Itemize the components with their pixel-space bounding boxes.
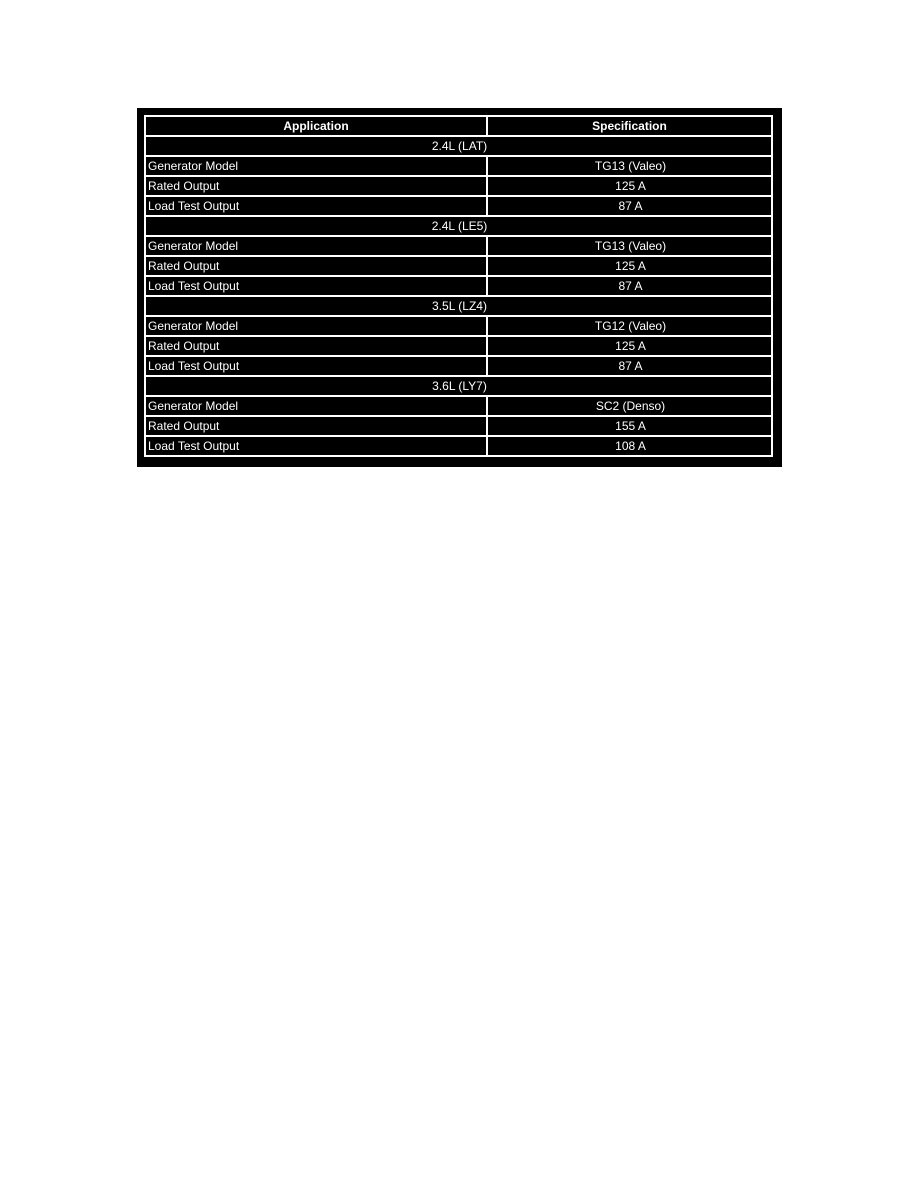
section-row [144, 217, 773, 237]
row-label: Load Test Output [144, 357, 488, 377]
row-label: Rated Output [144, 337, 488, 357]
table-header-row [144, 115, 773, 137]
generator-spec-table [144, 115, 773, 457]
section-engine: 3.5L (LZ4) [144, 297, 773, 317]
row-value: TG13 (Valeo) [488, 237, 773, 257]
table-row [144, 237, 773, 257]
row-value: 87 A [488, 197, 773, 217]
row-label: Generator Model [144, 237, 488, 257]
table-row [144, 177, 773, 197]
row-value: TG13 (Valeo) [488, 157, 773, 177]
row-value: 87 A [488, 357, 773, 377]
table-row [144, 397, 773, 417]
row-label: Generator Model [144, 317, 488, 337]
row-label: Load Test Output [144, 197, 488, 217]
section-row [144, 297, 773, 317]
header-application: Application [144, 115, 488, 137]
table-row [144, 317, 773, 337]
table-row [144, 257, 773, 277]
row-label: Rated Output [144, 257, 488, 277]
table-row [144, 337, 773, 357]
section-row [144, 137, 773, 157]
row-label: Rated Output [144, 177, 488, 197]
section-engine: 2.4L (LE5) [144, 217, 773, 237]
section-engine: 2.4L (LAT) [144, 137, 773, 157]
table-row [144, 437, 773, 457]
row-value: 87 A [488, 277, 773, 297]
section-engine: 3.6L (LY7) [144, 377, 773, 397]
row-value: 108 A [488, 437, 773, 457]
row-value: 155 A [488, 417, 773, 437]
row-label: Rated Output [144, 417, 488, 437]
row-value: 125 A [488, 177, 773, 197]
section-row [144, 377, 773, 397]
table-row [144, 357, 773, 377]
row-value: 125 A [488, 337, 773, 357]
row-label: Generator Model [144, 397, 488, 417]
row-value: 125 A [488, 257, 773, 277]
row-value: SC2 (Denso) [488, 397, 773, 417]
table-row [144, 197, 773, 217]
row-label: Generator Model [144, 157, 488, 177]
row-label: Load Test Output [144, 437, 488, 457]
table-row [144, 157, 773, 177]
table-row [144, 277, 773, 297]
row-value: TG12 (Valeo) [488, 317, 773, 337]
table-row [144, 417, 773, 437]
generator-spec-panel [137, 108, 782, 467]
row-label: Load Test Output [144, 277, 488, 297]
header-specification: Specification [488, 115, 773, 137]
